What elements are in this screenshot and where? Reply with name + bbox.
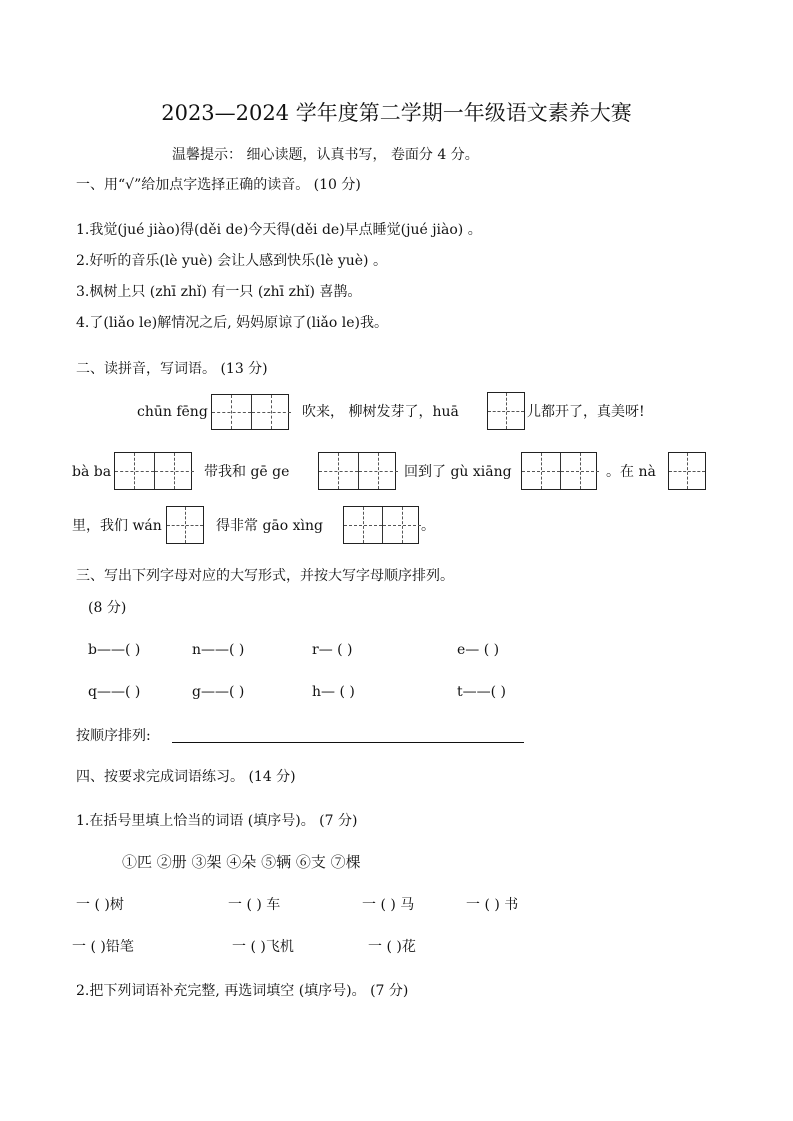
line3-text-a: 里，我们 wán bbox=[72, 518, 162, 534]
line1-text-b: 儿都开了，真美呀! bbox=[527, 404, 645, 420]
section3-score: (8 分) bbox=[88, 600, 127, 616]
section1-item-4: 4.了(liǎo le)解情况之后, 妈妈原谅了(liǎo le)我。 bbox=[76, 315, 388, 331]
order-label: 按顺序排列: bbox=[76, 728, 151, 744]
writing-box-na[interactable] bbox=[668, 452, 706, 490]
letter-r: r— ( ) bbox=[312, 642, 353, 658]
letter-q: q——( ) bbox=[88, 684, 141, 700]
page-title: 2023—2024 学年度第二学期一年级语文素养大赛 bbox=[161, 101, 632, 125]
section1-item-3: 3.枫树上只 (zhī zhǐ) 有一只 (zhī zhǐ) 喜鹊。 bbox=[76, 284, 362, 300]
line2-text-c: 。在 nà bbox=[606, 464, 656, 480]
fill-che: 一 ( ) 车 bbox=[228, 897, 281, 913]
writing-box-gaoxing[interactable] bbox=[343, 506, 419, 544]
line2-text-b: 回到了 gù xiāng bbox=[404, 464, 512, 480]
fill-shu-book: 一 ( ) 书 bbox=[466, 897, 519, 913]
writing-box-baba[interactable] bbox=[114, 452, 192, 490]
writing-box-wan[interactable] bbox=[166, 506, 204, 544]
fill-qianbi: 一 ( )铅笔 bbox=[72, 939, 134, 955]
fill-shu: 一 ( )树 bbox=[76, 897, 124, 913]
letter-b: b——( ) bbox=[88, 642, 141, 658]
writing-box-gege[interactable] bbox=[318, 452, 396, 490]
letter-e: e— ( ) bbox=[457, 642, 500, 658]
order-answer-line[interactable] bbox=[172, 727, 524, 743]
letter-t: t——( ) bbox=[457, 684, 506, 700]
writing-box-hua[interactable] bbox=[487, 392, 525, 430]
letter-g: g——( ) bbox=[192, 684, 245, 700]
line2-text-a: 带我和 gē ge bbox=[204, 464, 290, 480]
line3-text-c: 。 bbox=[421, 518, 435, 534]
writing-box-chunfeng[interactable] bbox=[211, 394, 289, 430]
fill-feiji: 一 ( )飞机 bbox=[232, 939, 294, 955]
pinyin-ba-ba: bà ba bbox=[72, 464, 112, 480]
line3-text-b: 得非常 gāo xìng bbox=[216, 518, 323, 534]
section4-q2: 2.把下列词语补充完整, 再选词填空 (填序号)。 (7 分) bbox=[76, 983, 409, 999]
fill-hua: 一 ( )花 bbox=[368, 939, 416, 955]
pinyin-chun-feng: chūn fēng bbox=[137, 404, 208, 420]
letter-n: n——( ) bbox=[192, 642, 245, 658]
section1-item-2: 2.好听的音乐(lè yuè) 会让人感到快乐(lè yuè) 。 bbox=[76, 253, 387, 269]
measure-word-options: ①匹 ②册 ③架 ④朵 ⑤辆 ⑥支 ⑦棵 bbox=[122, 853, 361, 871]
section3-heading: 三、写出下列字母对应的大写形式，并按大写字母顺序排列。 bbox=[76, 568, 454, 584]
section1-item-1: 1.我觉(jué jiào)得(děi de)今天得(děi de)早点睡觉(jué jiào) 。 bbox=[76, 222, 482, 238]
line1-text-a: 吹来， 柳树发芽了，huā bbox=[302, 404, 459, 420]
section2-heading: 二、读拼音，写词语。 (13 分) bbox=[76, 361, 268, 377]
writing-box-guxiang[interactable] bbox=[521, 452, 597, 490]
section4-q1: 1.在括号里填上恰当的词语 (填序号)。 (7 分) bbox=[76, 813, 358, 829]
letter-h: h— ( ) bbox=[312, 684, 355, 700]
section1-heading: 一、用“√”给加点字选择正确的读音。 (10 分) bbox=[76, 177, 361, 193]
tip-text: 温馨提示： 细心读题，认真书写， 卷面分 4 分。 bbox=[172, 147, 479, 163]
fill-ma: 一 ( ) 马 bbox=[362, 897, 415, 913]
section4-heading: 四、按要求完成词语练习。 (14 分) bbox=[76, 769, 296, 785]
